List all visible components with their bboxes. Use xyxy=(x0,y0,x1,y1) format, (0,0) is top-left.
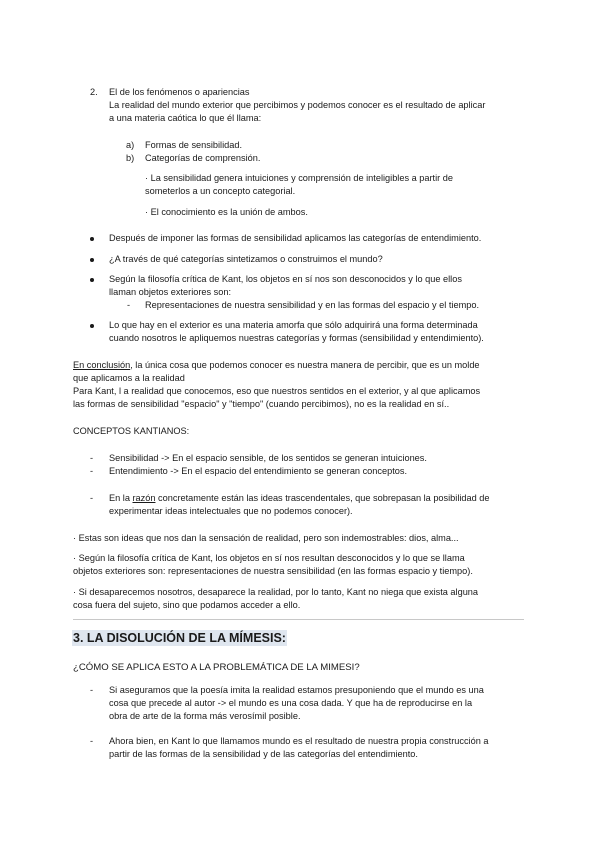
note-line: someterlos a un concepto categorial. xyxy=(145,186,296,196)
section-item: obra de arte de la forma más verosímil posible. xyxy=(109,711,301,721)
razon-prefix: En la xyxy=(109,493,133,503)
section-item: cosa que precede al autor -> el mundo es una cosa dada. Y que ha de reproducirse en la xyxy=(109,698,473,708)
item-title: El de los fenómenos o apariencias xyxy=(109,87,250,97)
section-question: ¿CÓMO SE APLICA ESTO A LA PROBLEMÁTICA DE LA MIMESI? xyxy=(73,662,360,673)
note-line: · El conocimiento es la unión de ambos. xyxy=(145,207,308,217)
note-line: · La sensibilidad genera intuiciones y comprensión de inteligibles a partir de xyxy=(145,173,453,183)
dash-marker: - xyxy=(127,300,131,310)
paragraph-line: La realidad del mundo exterior que percibimos y podemos conocer es el resultado de aplicar xyxy=(109,100,486,110)
section-item: Ahora bien, en Kant lo que llamamos mundo es el resultado de nuestra propia construcción a xyxy=(109,736,489,746)
bullet-icon xyxy=(90,324,94,328)
dash-marker: - xyxy=(90,736,94,746)
divider xyxy=(73,619,524,620)
razon-word: razón xyxy=(132,493,156,503)
dash-marker: - xyxy=(90,466,94,476)
conclusion-text: , la única cosa que podemos conocer es nuestra manera de percibir, que es un molde xyxy=(130,360,480,370)
bullet-icon xyxy=(90,278,94,282)
concept-item: Sensibilidad -> En el espacio sensible, de los sentidos se generan intuiciones. xyxy=(109,453,427,463)
dot-paragraph: · Según la filosofía crítica de Kant, los objetos en sí nos resultan desconocidos y lo que se llama xyxy=(73,553,465,563)
bullet-text: ¿A través de qué categorías sintetizamos o construimos el mundo? xyxy=(109,254,383,264)
bullet-text: cuando nosotros le apliquemos nuestras categorías y formas (sensibilidad y entendimiento). xyxy=(109,333,484,343)
dot-paragraph: · Si desaparecemos nosotros, desaparece la realidad, por lo tanto, Kant no niega que exista alguna xyxy=(73,587,479,597)
bullet-icon xyxy=(90,258,94,262)
dot-paragraph: cosa fuera del sujeto, sino que podamos acceder a ello. xyxy=(73,600,301,610)
concept-item: experimentar ideas intelectuales que no podemos conocer). xyxy=(109,506,353,516)
conclusion-line: las formas de sensibilidad "espacio" y "tiempo" (cuando percibimos), no es la realidad en sí.. xyxy=(73,399,450,409)
section-item: Si aseguramos que la poesía imita la realidad estamos presuponiendo que el mundo es una xyxy=(109,685,484,695)
sub-marker: b) xyxy=(126,153,135,163)
sub-item: Categorías de comprensión. xyxy=(145,153,261,163)
bullet-text: Según la filosofía crítica de Kant, los objetos en sí nos son desconocidos y lo que ellos xyxy=(109,274,462,284)
section-item: partir de las formas de la sensibilidad y de las categorías del entendimiento. xyxy=(109,749,418,759)
dash-marker: - xyxy=(90,493,94,503)
conclusion-line xyxy=(73,359,480,373)
sub-item: Formas de sensibilidad. xyxy=(145,140,243,150)
section-heading: 3. LA DISOLUCIÓN DE LA MÍMESIS: xyxy=(73,631,286,645)
conclusion-line: que aplicamos a la realidad xyxy=(73,373,185,383)
dot-paragraph: · Estas son ideas que nos dan la sensación de realidad, pero son indemostrables: dios, alma... xyxy=(73,533,459,543)
bullet-icon xyxy=(90,237,94,241)
bullet-subtext: Representaciones de nuestra sensibilidad y en las formas del espacio y el tiempo. xyxy=(145,300,479,310)
section-title: CONCEPTOS KANTIANOS: xyxy=(73,426,190,436)
bullet-text: Lo que hay en el exterior es una materia amorfa que sólo adquirirá una forma determinada xyxy=(109,320,478,330)
razon-rest: concretamente están las ideas trascendentales, que sobrepasan la posibilidad de xyxy=(155,493,490,503)
concept-item xyxy=(109,492,490,506)
paragraph-line: a una materia caótica lo que él llama: xyxy=(109,113,262,123)
concept-item: Entendimiento -> En el espacio del entendimiento se generan conceptos. xyxy=(109,466,408,476)
sub-marker: a) xyxy=(126,140,135,150)
bullet-text: llaman objetos exteriores son: xyxy=(109,287,232,297)
conclusion-lead: En conclusión xyxy=(73,360,131,370)
bullet-text: Después de imponer las formas de sensibilidad aplicamos las categorías de entendimiento. xyxy=(109,233,482,243)
list-number: 2. xyxy=(90,87,98,97)
dash-marker: - xyxy=(90,685,94,695)
conclusion-line: Para Kant, l a realidad que conocemos, eso que nuestros sentidos en el exterior, y al que aplicamos xyxy=(73,386,481,396)
dash-marker: - xyxy=(90,453,94,463)
dot-paragraph: objetos exteriores son: representaciones de nuestra sensibilidad (en las formas espacio y tiempo). xyxy=(73,566,473,576)
